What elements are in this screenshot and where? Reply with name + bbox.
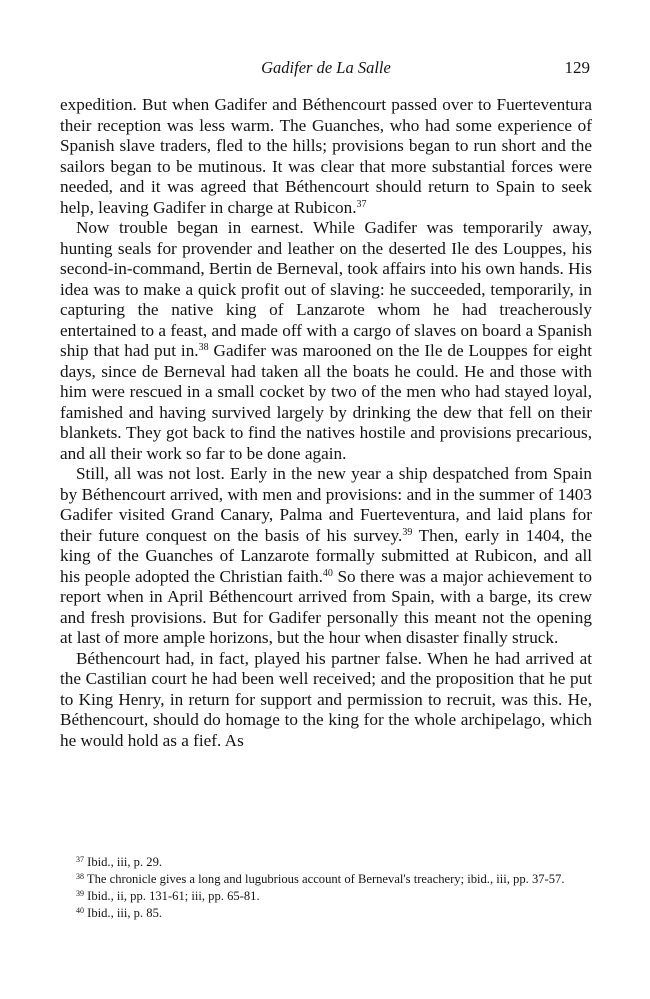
footnote-39 — [60, 888, 592, 905]
paragraph-2-text-b: Gadifer was marooned on the Ile de Louppes for eight days, since de Berneval had taken all the boats he could. He and those with him were rescued in a small cocket by two of the men who had stayed loyal, famished and having survived largely by drinking the dew that fell on their blankets. They got back to find the natives hostile and provisions precarious, and all their work so far to be done again. — [60, 341, 593, 463]
footnote-number: 40 — [76, 906, 84, 915]
footnote-40 — [60, 905, 592, 922]
footnote-text: Ibid., iii, p. 85. — [84, 906, 163, 920]
page-number: 129 — [564, 58, 590, 77]
footnote-text: The chronicle gives a long and lugubrious account of Berneval's treachery; ibid., iii, pp. 37-57. — [84, 872, 565, 886]
paragraph-3-text-c: So there was a major achievement to report when in April Béthencourt arrived from Spain, with a barge, its crew and fresh provisions. But for Gadifer personally this meant not the opening at last of more ample horizons, but the hour when disaster finally struck. — [60, 566, 592, 647]
footnote-number: 39 — [76, 889, 84, 898]
paragraph-2-text-a: Now trouble began in earnest. While Gadifer was temporarily away, hunting seals for provender and leather on the deserted Ile des Louppes, his second-in-command, Bertin de Berneval, took affairs into his own hands. His idea was to make a quick profit out of slaving: he succeeded, temporarily, in capturing the native king of Lanzarote whom he had treacherously entertained to a feast, and made off with a cargo of slaves on board a Spanish ship that had put in. — [60, 218, 592, 360]
footnote-ref-37: 37 — [356, 198, 367, 210]
footnote-37 — [60, 854, 592, 871]
running-head-title: Gadifer de La Salle — [261, 58, 391, 77]
footnote-ref-39: 39 — [402, 526, 413, 538]
paragraph-1-text: expedition. But when Gadifer and Béthencourt passed over to Fuerteventura their reception was less warm. The Guanches, who had some experience of Spanish slave traders, fled to the hills; provisions began to run short and the sailors began to be mutinous. It was clear that more substantial forces were needed, and it was agreed that Béthencourt should return to Spain to seek help, leaving Gadifer in charge at Rubicon. — [60, 95, 592, 217]
footnotes — [60, 854, 592, 922]
footnote-text: Ibid., ii, pp. 131-61; iii, pp. 65-81. — [84, 889, 260, 903]
paragraph-4-text: Béthencourt had, in fact, played his partner false. When he had arrived at the Castilian court he had been well received; and the proposition that he put to King Henry, in return for support and permission to recruit, was this. He, Béthencourt, should do homage to the king for the whole archipelago, which he would hold as a fief. As — [60, 648, 592, 750]
paragraph-1 — [60, 95, 592, 218]
footnote-38 — [60, 871, 592, 888]
paragraph-3 — [60, 464, 592, 649]
footnote-ref-38: 38 — [198, 342, 209, 353]
paragraph-2 — [60, 218, 592, 464]
paragraph-3-text-b: Then, early in 1404, the king of the Guanches of Lanzarote formally submitted at Rubicon, and all his people adopted the Christian faith. — [60, 525, 592, 586]
body-text — [60, 95, 592, 751]
paragraph-4 — [60, 649, 592, 752]
footnote-text: Ibid., iii, p. 29. — [84, 855, 163, 869]
paragraph-3-text-a: Still, all was not lost. Early in the new year a ship despatched from Spain by Béthencourt arrived, with men and provisions: and in the summer of 1403 Gadifer visited Grand Canary, Palma and Fuerteventura, and laid plans for their future conquest on the basis of his survey. — [60, 464, 592, 545]
footnote-number: 38 — [76, 872, 84, 881]
footnote-number: 37 — [76, 855, 84, 864]
footnote-ref-40: 40 — [322, 567, 333, 579]
running-header — [62, 56, 590, 80]
